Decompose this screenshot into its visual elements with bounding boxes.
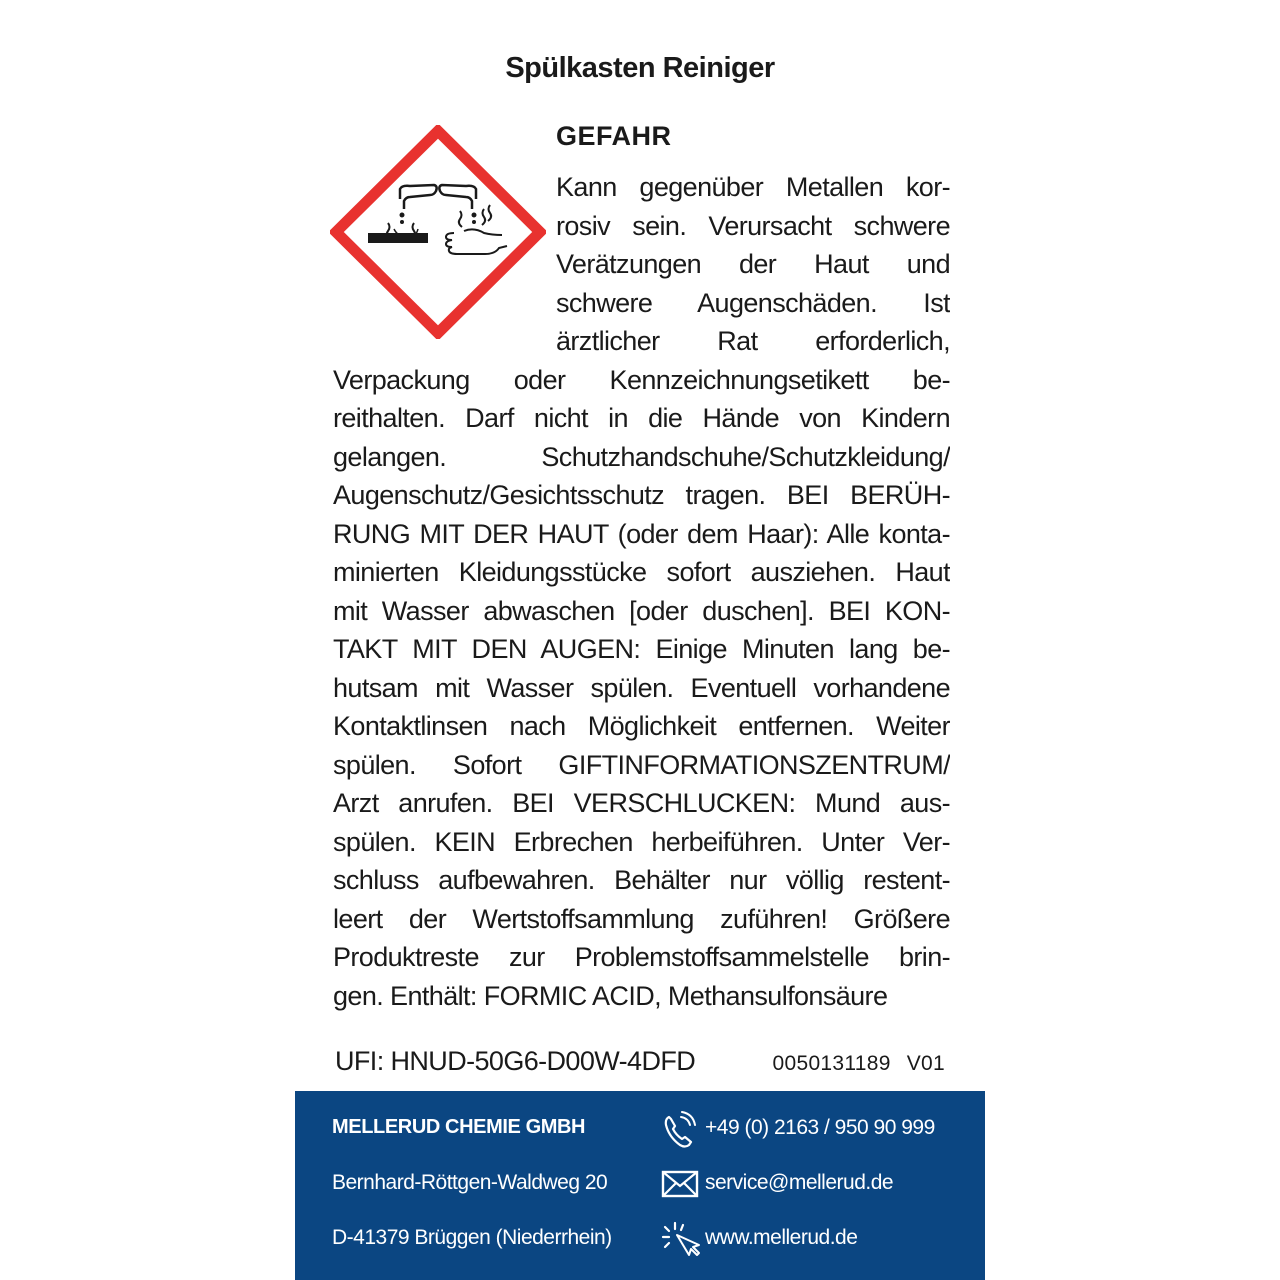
- text-line: gelangen. Schutzhandschuhe/Schutzkleidung/: [333, 441, 950, 472]
- text-line: Verpackung oder Kennzeichnungsetikett be-: [333, 364, 950, 395]
- text-line: ärztlicher Rat erforderlich,: [556, 326, 950, 356]
- version-label: V01: [906, 1052, 945, 1075]
- phone-number: +49 (0) 2163 / 950 90 999: [705, 1116, 935, 1139]
- text-line: minierten Kleidungsstücke sofort ausziehen. Haut: [333, 557, 950, 587]
- text-line: Arzt anrufen. BEI VERSCHLUCKEN: Mund aus-: [333, 788, 950, 818]
- text-line: Produktreste zur Problemstoffsammelstelle brin-: [333, 942, 950, 972]
- text-line: schwere Augenschäden. Ist: [556, 287, 950, 318]
- identification-row: [335, 1046, 945, 1082]
- phone-icon: [661, 1111, 701, 1149]
- text-line: spülen. KEIN Erbrechen herbeiführen. Unter Ver-: [333, 826, 950, 857]
- text-line: Kontaktlinsen nach Möglichkeit entfernen. Weiter: [333, 711, 950, 741]
- text-line: Augenschutz/Gesichtsschutz tragen. BEI BERÜH-: [333, 480, 950, 510]
- ufi-code: UFI: HNUD-50G6-D00W-4DFD: [335, 1046, 696, 1076]
- text-line: hutsam mit Wasser spülen. Eventuell vorhandene: [333, 672, 950, 703]
- article-code: [773, 1052, 946, 1076]
- text-line: mit Wasser abwaschen [oder duschen]. BEI KON-: [333, 595, 950, 626]
- website-link[interactable]: www.mellerud.de: [705, 1226, 858, 1249]
- text-line: Verätzungen der Haut und: [556, 249, 950, 279]
- signal-word: GEFAHR: [556, 121, 672, 151]
- text-line: TAKT MIT DEN AUGEN: Einige Minuten lang be-: [333, 634, 950, 664]
- product-title: Spülkasten Reiniger: [505, 52, 775, 84]
- street-address: Bernhard-Röttgen-Waldweg 20: [332, 1171, 608, 1194]
- click-cursor-icon: [661, 1221, 701, 1259]
- mail-icon: [661, 1166, 701, 1204]
- article-number: 0050131189: [772, 1052, 891, 1075]
- email-address[interactable]: service@mellerud.de: [705, 1171, 894, 1194]
- contact-info: [661, 1111, 935, 1276]
- email-contact[interactable]: [661, 1166, 935, 1221]
- text-line: Kann gegenüber Metallen kor-: [556, 172, 950, 202]
- text-line: schluss aufbewahren. Behälter nur völlig restent-: [333, 865, 950, 895]
- hazard-statement-text: [333, 168, 950, 1015]
- text-line: gen. Enthält: FORMIC ACID, Methansulfonsäure: [333, 980, 888, 1011]
- text-line: rosiv sein. Verursacht schwere: [556, 210, 950, 241]
- text-line: RUNG MIT DER HAUT (oder dem Haar): Alle konta-: [333, 518, 950, 549]
- text-line: reithalten. Darf nicht in die Hände von Kindern: [333, 403, 950, 433]
- company-name: MELLERUD CHEMIE GMBH: [332, 1116, 586, 1138]
- phone-contact[interactable]: [661, 1111, 935, 1166]
- company-footer: [295, 1091, 985, 1280]
- company-address: [332, 1111, 612, 1276]
- text-line: spülen. Sofort GIFTINFORMATIONSZENTRUM/: [333, 749, 950, 780]
- web-contact[interactable]: [661, 1221, 935, 1276]
- city-address: D-41379 Brüggen (Niederrhein): [332, 1226, 612, 1249]
- text-line: leert der Wertstoffsammlung zuführen! Größere: [333, 903, 950, 934]
